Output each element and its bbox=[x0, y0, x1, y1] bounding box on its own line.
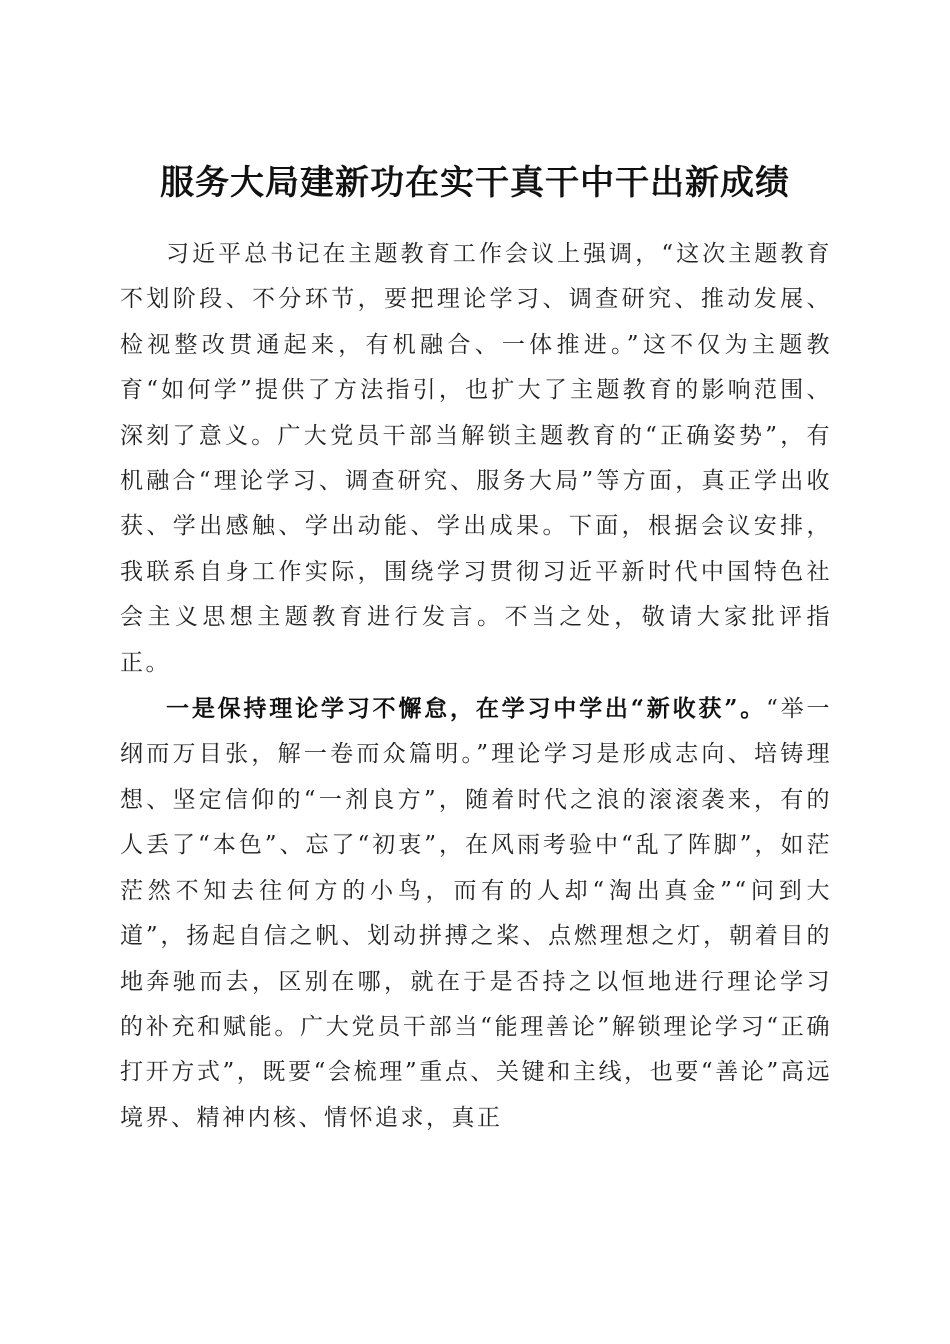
document-body bbox=[120, 232, 832, 1141]
paragraph-intro: 习近平总书记在主题教育工作会议上强调，“这次主题教育不划阶段、不分环节，要把理论学习、调查研究、推动发展、检视整改贯通起来，有机融合、一体推进。”这不仅为主题教育“如何学”提供了方法指引，也扩大了主题教育的影响范围、深刻了意义。广大党员干部当解锁主题教育的“正确姿势”，有机融合“理论学习、调查研究、服务大局”等方面，真正学出收获、学出感触、学出动能、学出成果。下面，根据会议安排，我联系自身工作实际，围绕学习贯彻习近平新时代中国特色社会主义思想主题教育进行发言。不当之处，敬请大家批评指正。 bbox=[120, 241, 832, 676]
paragraph-point-one bbox=[120, 686, 832, 1141]
document-title: 服务大局建新功在实干真干中干出新成绩 bbox=[160, 162, 790, 203]
paragraph-body: “举一纲而万目张，解一卷而众篇明。”理论学习是形成志向、培铸理想、坚定信仰的“一剂良方”，随着时代之浪的滚滚袭来，有的人丢了“本色”、忘了“初衷”，在风雨考验中“乱了阵脚”，如茫茫然不知去往何方的小鸟，而有的人却“淘出真金”“问到大道”，扬起自信之帆、划动拼搏之桨、点燃理想之灯，朝着目的地奔驰而去，区别在哪，就在于是否持之以恒地进行理论学习的补充和赋能。广大党员干部当“能理善论”解锁理论学习“正确打开方式”，既要“会梳理”重点、关键和主线，也要“善论”高远境界、精神内核、情怀追求，真正 bbox=[120, 696, 832, 1131]
paragraph-lead-heading: 一是保持理论学习不懈怠，在学习中学出“新收获”。 bbox=[166, 695, 767, 723]
